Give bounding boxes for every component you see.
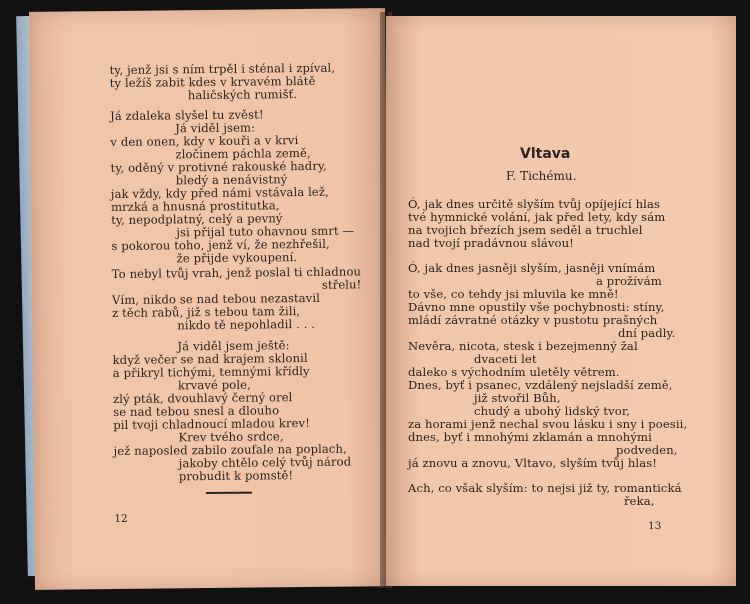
poem-line: se nad tebou snesl a dlouho	[113, 403, 280, 420]
poem-line: Nevěra, nicota, stesk i bezejmenný žal	[408, 339, 638, 353]
poem-line: řeka,	[624, 494, 655, 508]
poem-line: v den onen, kdy v kouři a v krvi	[110, 133, 299, 150]
poem-title: Vltava	[520, 146, 571, 162]
poem-line: ty, jenž jsi s ním trpěl i sténal i zpíval,	[109, 60, 336, 78]
section-divider	[206, 492, 252, 494]
poem-line: jakoby chtělo celý tvůj národ	[178, 454, 352, 471]
poem-line: zlý pták, dvouhlavý černý orel	[112, 390, 293, 407]
poem-line: pil tvoji chladnoucí mladou krev!	[113, 415, 310, 433]
poem-dedication: F. Tichému.	[506, 169, 577, 183]
poem-line: probudit k pomstě!	[178, 468, 294, 484]
poem-line: dvaceti let	[474, 352, 537, 366]
poem-line: Ach, co však slyším: to nejsi již ty, romantická	[408, 481, 682, 495]
poem-line: dnes, byť i mnohými zklamán a mnohými	[408, 430, 652, 444]
poem-line: na tvojich březích jsem seděl a truchlel	[408, 223, 643, 237]
poem-line: jež naposled zabilo zoufale na poplach,	[113, 441, 347, 459]
poem-line: nad tvojí pradávnou slávou!	[408, 236, 574, 250]
poem-line: já znovu a znovu, Vltavo, slyším tvůj hlas!	[408, 456, 658, 470]
poem-line: z těch rabů, již s tebou tam žili,	[112, 304, 301, 321]
poem-line: a přikryl tichými, temnými křídly	[112, 363, 310, 381]
left-page	[29, 8, 391, 590]
poem-line: ty, nepodplatný, celý a pevný	[111, 211, 283, 228]
poem-line: mrzká a hnusná prostitutka,	[110, 198, 280, 215]
page-number: 12	[114, 512, 128, 526]
poem-line: tvé hymnické volání, jak před lety, kdy sám	[408, 210, 666, 224]
poem-line: jsi přijal tuto ohavnou smrt —	[176, 223, 355, 240]
poem-line: že přijde vykoupení.	[176, 250, 298, 266]
poem-line: krvavé pole,	[177, 377, 251, 393]
poem-line: ty, oděný v protivné rakouské hadry,	[110, 158, 327, 176]
poem-line: Vím, nikdo se nad tebou nezastavil	[111, 290, 321, 308]
poem-line: podveden,	[616, 443, 678, 457]
poem-line: Dávno mne opustily vše pochybnosti: stíny,	[408, 300, 665, 314]
poem-line: zločinem páchla země,	[175, 145, 311, 162]
poem-line: haličských rumišť.	[187, 87, 298, 103]
poem-line: ty ležíš zabit kdes v krvavém blátě	[109, 73, 316, 91]
poem-line: jak vždy, kdy před námi vstávala lež,	[110, 184, 329, 202]
poem-line: dní padly.	[618, 326, 676, 340]
poem-line: To nebyl tvůj vrah, jenž poslal ti chladnou	[111, 264, 362, 282]
poem-line: Ó, jak dnes určitě slyším tvůj opíjející hlas	[408, 197, 661, 211]
page-number: 13	[648, 520, 662, 532]
poem-line: bledý a nenávistný	[175, 172, 288, 188]
poem-line: daleko s východním uletěly větrem.	[408, 365, 620, 379]
poem-line: když večer se nad krajem sklonil	[112, 350, 308, 368]
poem-line: mládí závratné otázky v pustotu prašných	[408, 313, 658, 327]
poem-line: Krev tvého srdce,	[178, 429, 284, 445]
poem-line: Dnes, byť i psanec, vzdálený nejsladší země,	[408, 378, 673, 392]
poem-line: chudý a ubohý lidský tvor,	[474, 404, 631, 418]
poem-line: a prožívám	[596, 274, 662, 288]
poem-line: Ó, jak dnes jasněji slyším, jasněji vnímám	[408, 261, 656, 275]
poem-line: Já viděl jsem:	[175, 120, 256, 136]
poem-line: to vše, co tehdy jsi mluvila ke mně!	[408, 287, 619, 301]
poem-line: s pokorou toho, jenž ví, že nezhřešil,	[111, 236, 330, 254]
poem-line: nikdo tě nepohladil . . .	[177, 316, 316, 333]
right-page	[386, 16, 736, 586]
poem-line: již stvořil Bůh,	[474, 391, 561, 405]
poem-line: za horami jenž nechal svou lásku i sny i poesii,	[408, 417, 688, 431]
poem-line: střelu!	[321, 277, 362, 292]
poem-line: Já zdaleka slyšel tu zvěst!	[110, 107, 264, 124]
poem-line: Já viděl jsem ještě:	[177, 338, 290, 354]
